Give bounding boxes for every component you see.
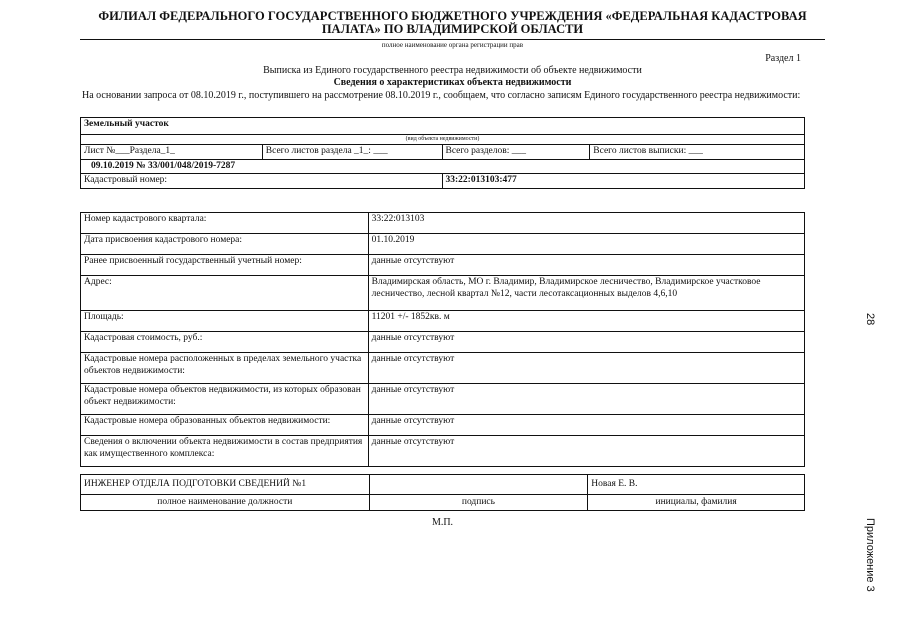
total-sections: Всего разделов: ___	[442, 145, 590, 160]
organization-caption: полное наименование органа регистрации прав	[381, 41, 524, 49]
sheets-in-section: Всего листов раздела _1_: ___	[262, 145, 442, 160]
extract-subtitle: Сведения о характеристиках объекта недвижимости	[333, 77, 572, 88]
detail-label: Кадастровые номера расположенных в пределах земельного участка объектов недвижимости:	[81, 353, 369, 384]
signature-caption: подпись	[369, 495, 588, 511]
detail-label: Адрес:	[81, 276, 369, 311]
detail-value: данные отсутствуют	[368, 255, 804, 276]
detail-value: 01.10.2019	[368, 234, 804, 255]
detail-value: данные отсутствуют	[368, 415, 804, 436]
organization-title: ФИЛИАЛ ФЕДЕРАЛЬНОГО ГОСУДАРСТВЕННОГО БЮДЖЕТНОГО УЧРЕЖДЕНИЯ «ФЕДЕРАЛЬНАЯ КАДАСТРОВАЯ ПАЛАТА» ПО ВЛАДИМИРСКОЙ ОБЛАСТИ	[98, 9, 807, 36]
detail-label: Сведения о включении объекта недвижимости в состав предприятия как имущественного комплекса:	[81, 436, 369, 467]
sheet-number: Лист №___Раздела_1_	[81, 145, 263, 160]
detail-value: данные отсутствуют	[368, 384, 804, 415]
object-table	[80, 117, 805, 189]
extract-title: Выписка из Единого государственного реестра недвижимости об объекте недвижимости	[263, 65, 642, 76]
detail-label: Кадастровые номера образованных объектов недвижимости:	[81, 415, 369, 436]
stamp-mark: М.П.	[431, 517, 454, 528]
page-number: 28	[864, 313, 876, 326]
detail-label: Площадь:	[81, 311, 369, 332]
detail-label: Ранее присвоенный государственный учетный номер:	[81, 255, 369, 276]
detail-value: 33:22:013103	[368, 213, 804, 234]
detail-label: Дата присвоения кадастрового номера:	[81, 234, 369, 255]
detail-label: Номер кадастрового квартала:	[81, 213, 369, 234]
appendix-label: Приложение 3	[864, 518, 876, 592]
object-type-caption: (вид объекта недвижимости)	[81, 135, 805, 145]
detail-value: данные отсутствуют	[368, 353, 804, 384]
object-type: Земельный участок	[81, 118, 805, 135]
total-sheets: Всего листов выписки: ___	[590, 145, 805, 160]
detail-value: 11201 +/- 1852кв. м	[368, 311, 804, 332]
detail-label: Кадастровая стоимость, руб.:	[81, 332, 369, 353]
extract-date-number: 09.10.2019 № 33/001/048/2019-7287	[81, 159, 805, 174]
title-underline	[80, 39, 825, 40]
request-basis: На основании запроса от 08.10.2019 г., поступившего на рассмотрение 08.10.2019 г., сообщаем, что согласно записям Единого государственного реестра недвижимости:	[82, 90, 801, 101]
position-caption: полное наименование должности	[81, 495, 370, 511]
detail-value: данные отсутствуют	[368, 436, 804, 467]
detail-value: Владимирская область, МО г. Владимир, Владимирское лесничество, Владимирское участковое лесничество, лесной квартал №12, части лесотаксационных выделов 4,6,10	[368, 276, 804, 311]
signer-name: Новая Е. В.	[588, 475, 805, 495]
cadastral-number-value: 33:22:013103:477	[442, 174, 805, 189]
detail-label: Кадастровые номера объектов недвижимости, из которых образован объект недвижимости:	[81, 384, 369, 415]
details-table	[80, 212, 805, 467]
cadastral-number-label: Кадастровый номер:	[81, 174, 443, 189]
signer-position: ИНЖЕНЕР ОТДЕЛА ПОДГОТОВКИ СВЕДЕНИЙ №1	[81, 475, 370, 495]
detail-value: данные отсутствуют	[368, 332, 804, 353]
section-label: Раздел 1	[765, 53, 801, 64]
name-caption: инициалы, фамилия	[588, 495, 805, 511]
signature-table	[80, 474, 805, 511]
signature-field	[369, 475, 588, 495]
